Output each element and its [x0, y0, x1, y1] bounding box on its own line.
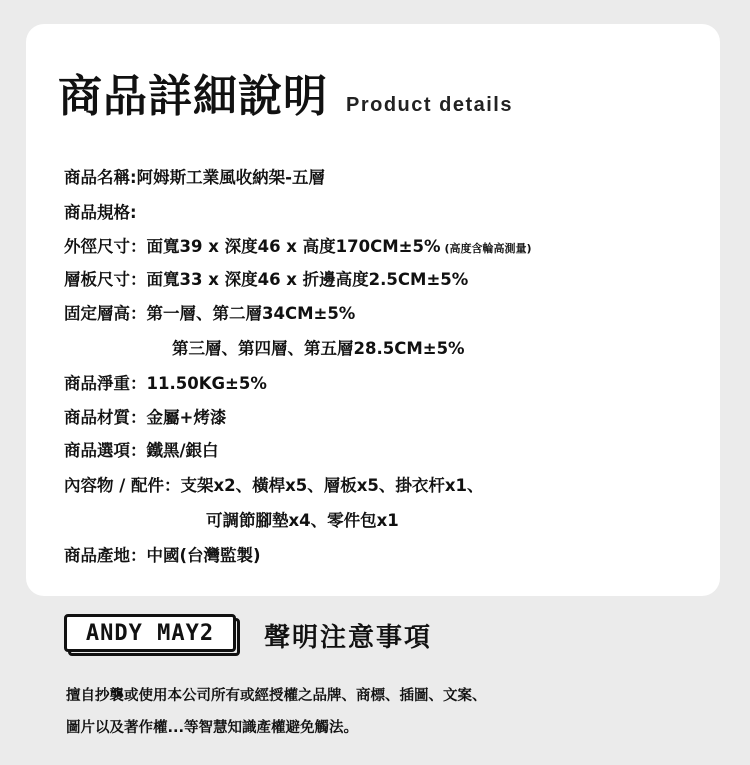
spec-options-value: 鐵黑/銀白 [146, 441, 219, 460]
spec-fixed-value: 第一層、第二層34CM±5% [146, 304, 356, 323]
spec-origin-label: 商品產地： [64, 546, 147, 565]
title-row [58, 60, 513, 124]
spec-outer-note: (高度含輪高測量) [444, 242, 532, 255]
spec-fixed [64, 300, 355, 324]
spec-weight-value: 11.50KG±5% [146, 374, 267, 393]
spec-options-label: 商品選項： [64, 441, 147, 460]
notice-line-2: 圖片以及著作權...等智慧知識產權避免觸法。 [66, 720, 359, 736]
spec-weight [64, 370, 267, 394]
spec-contents-line2 [206, 507, 399, 531]
spec-weight-label: 商品淨重： [64, 374, 147, 393]
spec-shelf-value: 面寬33 x 深度46 x 折邊高度2.5CM±5% [146, 270, 469, 289]
brand-logo [64, 614, 242, 656]
spec-contents-value: 支架x2、橫桿x5、層板x5、掛衣杆x1、 [180, 476, 484, 495]
spec-shelf-label: 層板尺寸： [64, 270, 147, 289]
spec-contents [64, 472, 484, 496]
spec-name-label: 商品名稱: [64, 168, 137, 187]
spec-name [64, 164, 325, 188]
spec-options [64, 437, 219, 461]
spec-fixed-line2 [172, 335, 465, 359]
spec-outer [64, 233, 532, 257]
spec-fixed-label: 固定層高： [64, 304, 147, 323]
spec-origin [64, 542, 261, 566]
spec-outer-value: 面寬39 x 深度46 x 高度170CM±5% [146, 237, 441, 256]
spec-contents-value2: 可調節腳墊x4、零件包x1 [206, 511, 399, 530]
spec-material-value: 金屬+烤漆 [146, 408, 227, 427]
spec-material [64, 404, 226, 428]
spec-fixed-value2: 第三層、第四層、第五層28.5CM±5% [172, 339, 465, 358]
brand-row [64, 614, 432, 656]
logo-text: ANDY MAY2 [85, 620, 215, 646]
spec-shelf [64, 266, 468, 290]
spec-name-value: 阿姆斯工業風收納架-五層 [136, 168, 325, 187]
notice-line-1: 擅自抄襲或使用本公司所有或經授權之品牌、商標、插圖、文案、 [66, 688, 487, 704]
spec-material-label: 商品材質： [64, 408, 147, 427]
page-subtitle: Product details [346, 94, 513, 116]
spec-contents-label: 內容物 / 配件： [64, 476, 181, 495]
spec-outer-label: 外徑尺寸： [64, 237, 147, 256]
spec-spec [64, 199, 137, 223]
notice-title: 聲明注意事項 [264, 622, 433, 653]
page-title: 商品詳細說明 [58, 71, 328, 122]
spec-origin-value: 中國(台灣監製) [146, 546, 261, 565]
spec-spec-label: 商品規格: [64, 203, 137, 222]
